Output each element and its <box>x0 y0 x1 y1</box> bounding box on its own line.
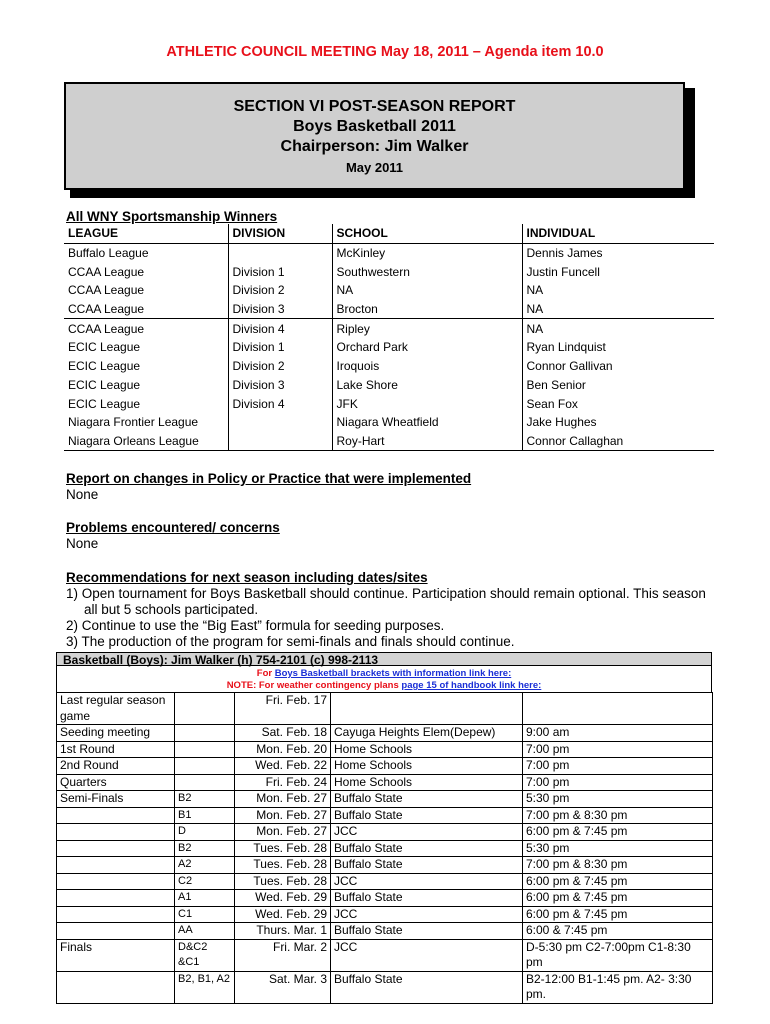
event-cell: Last regular season game <box>57 693 175 725</box>
table-cell: Ryan Lindquist <box>522 338 714 357</box>
handbook-link[interactable]: page 15 of handbook link here: <box>401 680 542 691</box>
time-cell: 5:30 pm <box>523 840 713 857</box>
link1-prefix: For <box>256 668 275 679</box>
class-cell: B2 <box>175 840 235 857</box>
table-cell: Division 2 <box>228 357 332 376</box>
table-row <box>64 319 714 338</box>
site-cell: Buffalo State <box>331 807 523 824</box>
brackets-link[interactable]: Boys Basketball brackets with information link here: <box>274 668 512 679</box>
site-cell <box>331 693 523 725</box>
table-cell: NA <box>522 281 714 300</box>
sportsmanship-table <box>64 224 714 451</box>
table-cell: Division 3 <box>228 300 332 319</box>
date-cell: Tues. Feb. 28 <box>235 857 331 874</box>
table-cell: ECIC League <box>64 338 228 357</box>
event-cell <box>57 873 175 890</box>
table-cell: SCHOOL <box>332 224 522 243</box>
schedule-row <box>57 693 713 725</box>
report-date: May 2011 <box>345 160 404 175</box>
table-cell: LEAGUE <box>64 224 228 243</box>
table-cell <box>228 413 332 432</box>
class-cell: B1 <box>175 807 235 824</box>
schedule-row <box>57 857 713 874</box>
schedule-row <box>57 840 713 857</box>
table-cell: McKinley <box>332 243 522 262</box>
date-cell: Wed. Feb. 22 <box>235 758 331 775</box>
table-row <box>64 357 714 376</box>
problems-text: None <box>66 536 99 551</box>
schedule-links <box>56 666 712 692</box>
site-cell: Buffalo State <box>331 791 523 808</box>
time-cell: 7:00 pm <box>523 774 713 791</box>
table-cell: CCAA League <box>64 281 228 300</box>
class-cell <box>175 693 235 725</box>
date-cell: Wed. Feb. 29 <box>235 906 331 923</box>
table-cell: CCAA League <box>64 319 228 338</box>
table-row <box>64 338 714 357</box>
event-cell: Semi-Finals <box>57 791 175 808</box>
table-cell: Division 4 <box>228 319 332 338</box>
class-cell: B2, B1, A2 <box>175 971 235 1003</box>
time-cell: 7:00 pm & 8:30 pm <box>523 857 713 874</box>
schedule-table <box>56 692 713 1004</box>
time-cell: B2-12:00 B1-1:45 pm. A2- 3:30 pm. <box>523 971 713 1003</box>
date-cell: Mon. Feb. 20 <box>235 741 331 758</box>
schedule-row <box>57 741 713 758</box>
table-cell: Ripley <box>332 319 522 338</box>
event-cell <box>57 923 175 940</box>
schedule-row <box>57 758 713 775</box>
table-cell: Southwestern <box>332 262 522 281</box>
event-cell <box>57 807 175 824</box>
table-cell: ECIC League <box>64 357 228 376</box>
class-cell: D <box>175 824 235 841</box>
time-cell: D-5:30 pm C2-7:00pm C1-8:30 pm <box>523 939 713 971</box>
table-cell: Division 1 <box>228 262 332 281</box>
site-cell: JCC <box>331 939 523 971</box>
time-cell: 6:00 pm & 7:45 pm <box>523 873 713 890</box>
time-cell: 9:00 am <box>523 725 713 742</box>
site-cell: Cayuga Heights Elem(Depew) <box>331 725 523 742</box>
schedule-row <box>57 906 713 923</box>
class-cell: D&C2 &C1 <box>175 939 235 971</box>
event-cell <box>57 857 175 874</box>
site-cell: Home Schools <box>331 741 523 758</box>
table-cell: DIVISION <box>228 224 332 243</box>
table-cell: CCAA League <box>64 262 228 281</box>
class-cell: A2 <box>175 857 235 874</box>
date-cell: Mon. Feb. 27 <box>235 807 331 824</box>
sport-title: Boys Basketball 2011 <box>293 118 456 135</box>
date-cell: Tues. Feb. 28 <box>235 840 331 857</box>
event-cell: Quarters <box>57 774 175 791</box>
event-cell <box>57 890 175 907</box>
table-cell: NA <box>522 319 714 338</box>
table-cell: Niagara Wheatfield <box>332 413 522 432</box>
table-row <box>64 262 714 281</box>
schedule-row <box>57 890 713 907</box>
table-cell: Lake Shore <box>332 376 522 395</box>
table-cell: Connor Gallivan <box>522 357 714 376</box>
recommendations-heading: Recommendations for next season including dates/sites <box>66 570 428 585</box>
class-cell <box>175 725 235 742</box>
site-cell: Buffalo State <box>331 971 523 1003</box>
schedule-row <box>57 873 713 890</box>
time-cell: 5:30 pm <box>523 791 713 808</box>
table-cell: NA <box>332 281 522 300</box>
site-cell: JCC <box>331 906 523 923</box>
date-cell: Fri. Feb. 24 <box>235 774 331 791</box>
event-cell <box>57 824 175 841</box>
time-cell: 6:00 & 7:45 pm <box>523 923 713 940</box>
table-cell: Orchard Park <box>332 338 522 357</box>
schedule-row <box>57 923 713 940</box>
table-row <box>64 243 714 262</box>
event-cell: 1st Round <box>57 741 175 758</box>
table-cell: ECIC League <box>64 394 228 413</box>
event-cell: Seeding meeting <box>57 725 175 742</box>
schedule-row <box>57 774 713 791</box>
table-cell: Connor Callaghan <box>522 432 714 451</box>
table-cell: Roy-Hart <box>332 432 522 451</box>
date-cell: Fri. Feb. 17 <box>235 693 331 725</box>
table-cell: Buffalo League <box>64 243 228 262</box>
table-cell: Jake Hughes <box>522 413 714 432</box>
table-cell: Brocton <box>332 300 522 319</box>
time-cell: 6:00 pm & 7:45 pm <box>523 890 713 907</box>
table-cell: Dennis James <box>522 243 714 262</box>
site-cell: Home Schools <box>331 758 523 775</box>
chairperson: Chairperson: Jim Walker <box>280 138 469 155</box>
date-cell: Sat. Mar. 3 <box>235 971 331 1003</box>
class-cell <box>175 741 235 758</box>
date-cell: Sat. Feb. 18 <box>235 725 331 742</box>
site-cell: Buffalo State <box>331 857 523 874</box>
table-row <box>64 300 714 319</box>
schedule-row <box>57 791 713 808</box>
date-cell: Mon. Feb. 27 <box>235 791 331 808</box>
table-cell: Ben Senior <box>522 376 714 395</box>
time-cell: 7:00 pm <box>523 741 713 758</box>
schedule-row <box>57 725 713 742</box>
schedule-row <box>57 824 713 841</box>
table-cell: Division 4 <box>228 394 332 413</box>
table-cell: NA <box>522 300 714 319</box>
event-cell: 2nd Round <box>57 758 175 775</box>
recommendations <box>66 570 716 650</box>
class-cell: B2 <box>175 791 235 808</box>
table-cell: Niagara Orleans League <box>64 432 228 451</box>
time-cell: 6:00 pm & 7:45 pm <box>523 906 713 923</box>
table-header-row <box>64 224 714 243</box>
table-cell: Division 1 <box>228 338 332 357</box>
recommendation-item: 1) Open tournament for Boys Basketball should continue. Participation should remain optional. This season all but 5 schools participated. <box>66 586 706 617</box>
class-cell: A1 <box>175 890 235 907</box>
event-cell <box>57 840 175 857</box>
table-cell: ECIC League <box>64 376 228 395</box>
class-cell: AA <box>175 923 235 940</box>
table-row <box>64 413 714 432</box>
event-cell <box>57 971 175 1003</box>
table-cell <box>228 243 332 262</box>
class-cell <box>175 758 235 775</box>
class-cell: C1 <box>175 906 235 923</box>
schedule-title: Basketball (Boys): Jim Walker (h) 754-2101 (c) 998-2113 <box>56 652 712 666</box>
class-cell: C2 <box>175 873 235 890</box>
site-cell: Home Schools <box>331 774 523 791</box>
site-cell: Buffalo State <box>331 890 523 907</box>
table-cell: Division 2 <box>228 281 332 300</box>
report-heading: Report on changes in Policy or Practice that were implemented <box>66 471 472 486</box>
table-row <box>64 376 714 395</box>
report-text: None <box>66 487 99 502</box>
link2-prefix: NOTE: For weather contingency plans <box>226 680 402 691</box>
date-cell: Fri. Mar. 2 <box>235 939 331 971</box>
time-cell: 7:00 pm <box>523 758 713 775</box>
table-cell: INDIVIDUAL <box>522 224 714 243</box>
time-cell <box>523 693 713 725</box>
table-cell <box>228 432 332 451</box>
table-cell: Division 3 <box>228 376 332 395</box>
problems-heading: Problems encountered/ concerns <box>66 520 280 535</box>
sportsmanship-heading: All WNY Sportsmanship Winners <box>66 209 278 224</box>
site-cell: Buffalo State <box>331 923 523 940</box>
table-cell: Iroquois <box>332 357 522 376</box>
recommendation-item: 3) The production of the program for semi-finals and finals should continue. <box>66 634 515 649</box>
table-row <box>64 394 714 413</box>
table-cell: Sean Fox <box>522 394 714 413</box>
site-cell: Buffalo State <box>331 840 523 857</box>
class-cell <box>175 774 235 791</box>
table-cell: CCAA League <box>64 300 228 319</box>
date-cell: Wed. Feb. 29 <box>235 890 331 907</box>
schedule-row <box>57 807 713 824</box>
schedule-row <box>57 971 713 1003</box>
site-cell: JCC <box>331 873 523 890</box>
event-cell <box>57 906 175 923</box>
meeting-title: ATHLETIC COUNCIL MEETING May 18, 2011 – Agenda item 10.0 <box>166 44 604 60</box>
date-cell: Tues. Feb. 28 <box>235 873 331 890</box>
time-cell: 7:00 pm & 8:30 pm <box>523 807 713 824</box>
date-cell: Thurs. Mar. 1 <box>235 923 331 940</box>
table-cell: JFK <box>332 394 522 413</box>
table-row <box>64 432 714 451</box>
time-cell: 6:00 pm & 7:45 pm <box>523 824 713 841</box>
schedule-row <box>57 939 713 971</box>
section-title: SECTION VI POST-SEASON REPORT <box>233 98 516 115</box>
table-cell: Niagara Frontier League <box>64 413 228 432</box>
title-box <box>64 82 685 190</box>
event-cell: Finals <box>57 939 175 971</box>
date-cell: Mon. Feb. 27 <box>235 824 331 841</box>
site-cell: JCC <box>331 824 523 841</box>
recommendation-item: 2) Continue to use the “Big East” formula for seeding purposes. <box>66 618 445 633</box>
table-row <box>64 281 714 300</box>
table-cell: Justin Funcell <box>522 262 714 281</box>
